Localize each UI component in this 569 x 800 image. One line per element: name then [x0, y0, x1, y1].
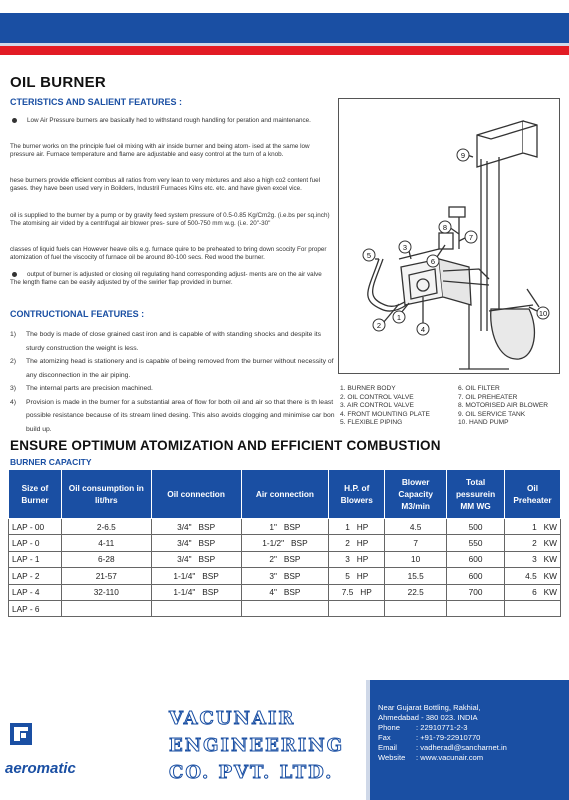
brand-logotype: aeromatic — [5, 760, 76, 777]
table-cell: 600 — [447, 551, 505, 567]
table-cell: 700 — [447, 584, 505, 600]
table-cell: 1 KW — [505, 519, 561, 535]
table-cell — [241, 600, 329, 616]
burner-diagram — [338, 98, 560, 374]
diagram-label-5: 5 — [366, 251, 372, 260]
table-cell: 600 — [447, 568, 505, 584]
combustion-heading: ENSURE OPTIMUM ATOMIZATION AND EFFICIENT COMBUSTION — [10, 438, 441, 453]
table-cell: 3/4" BSP — [151, 551, 241, 567]
fax-line: Fax : +91-79-22910770 — [378, 733, 481, 742]
table-cell: 6-28 — [61, 551, 151, 567]
table-cell: 3/4" BSP — [151, 535, 241, 551]
table-cell: 2 HP — [329, 535, 385, 551]
column-header: Oil connection — [151, 470, 241, 519]
column-header: Blower Capacity M3/min — [385, 470, 447, 519]
table-cell: 1-1/4" BSP — [151, 568, 241, 584]
legend-item: 2. OIL CONTROL VALVE — [340, 393, 414, 401]
table-cell: 4.5 KW — [505, 568, 561, 584]
company-name-line2: ENGINEERING — [169, 735, 345, 756]
table-row — [9, 600, 561, 616]
table-cell — [329, 600, 385, 616]
diagram-label-7: 7 — [468, 233, 474, 242]
table-cell: 1 HP — [329, 519, 385, 535]
feature-para-2: The burner works on the principle fuel oil mixing with air inside burner and being atom- ised at the same low pressure air. Furnace temperature and flame are adjustable and easy control at the turn of a knob. — [10, 143, 310, 159]
feature-para-5: classes of liquid fuels can However heave oils e.g. furnace quire to be preheated to bring down scocity For proper atomization of fuel the viscocity of furnace oil be around 80-100 secs. Red wood the burner. — [10, 246, 327, 262]
diagram-label-6: 6 — [430, 257, 436, 266]
table-cell: LAP - 00 — [9, 519, 62, 535]
table-header-row — [9, 470, 561, 519]
table-cell: LAP - 1 — [9, 551, 62, 567]
legend-item: 10. HAND PUMP — [458, 419, 509, 426]
list-item: 1) The body is made of close grained cast iron and is capable of with standing shocks and despite its sturdy construction the weight is less. — [10, 331, 322, 352]
column-header: Size of Burner — [9, 470, 62, 519]
column-header: Oil consumption in lit/hrs — [61, 470, 151, 519]
table-cell: LAP - 2 — [9, 568, 62, 584]
table-cell: 4" BSP — [241, 584, 329, 600]
website-line[interactable]: Website : www.vacunair.com — [378, 753, 484, 762]
table-cell — [505, 600, 561, 616]
table-row — [9, 519, 561, 535]
phone-line: Phone : 22910771-2-3 — [378, 723, 468, 732]
bullet-icon — [12, 272, 17, 277]
table-row — [9, 551, 561, 567]
table-cell: 3 HP — [329, 551, 385, 567]
table-cell — [447, 600, 505, 616]
table-cell — [151, 600, 241, 616]
table-cell: 3" BSP — [241, 568, 329, 584]
table-cell: 10 — [385, 551, 447, 567]
diagram-label-1: 1 — [396, 313, 402, 322]
table-cell: 7.5 HP — [329, 584, 385, 600]
table-cell: 22.5 — [385, 584, 447, 600]
list-item: 3) The internal parts are precision machined. — [10, 385, 153, 392]
table-cell: 500 — [447, 519, 505, 535]
table-cell: LAP - 6 — [9, 600, 62, 616]
features-heading: CTERISTICS AND SALIENT FEATURES : — [10, 97, 183, 107]
table-cell: 550 — [447, 535, 505, 551]
table-cell — [385, 600, 447, 616]
table-cell: 21-57 — [61, 568, 151, 584]
table-cell: 3/4" BSP — [151, 519, 241, 535]
legend-item: 3. AIR CONTROL VALVE — [340, 402, 414, 409]
table-cell: 6 KW — [505, 584, 561, 600]
table-cell: 15.5 — [385, 568, 447, 584]
company-name-line1: VACUNAIR — [169, 708, 296, 729]
capacity-heading: BURNER CAPACITY — [10, 457, 92, 467]
diagram-label-4: 4 — [420, 325, 426, 334]
list-item: 4) Provision is made in the burner for a substantial area of flow for both oil and air so that there is th least possible resistance because of its stream lined desing. This also avoids clogging and minimise car bon build up. — [10, 398, 335, 433]
table-cell: 2 KW — [505, 535, 561, 551]
footer-address: Near Gujarat Bottling, Rakhial, Ahmedabad - 380 023. INDIA Phone : 22910771-2-3 Fax : +91-79-22910770 Email : vadheradl@sancharnet.in Website : www.vacunair.com — [378, 703, 568, 763]
construction-heading: CONTRUCTIONAL FEATURES : — [10, 309, 145, 319]
header-red-band — [0, 46, 569, 55]
table-row — [9, 584, 561, 600]
table-cell: 2" BSP — [241, 551, 329, 567]
construction-list — [10, 328, 335, 436]
column-header: Oil Preheater — [505, 470, 561, 519]
diagram-label-9: 9 — [460, 151, 466, 160]
company-name-line3: CO. PVT. LTD. — [169, 762, 334, 783]
feature-para-3: hese burners provide efficient combus all ratios from very lean to very mixtures and also a high co2 content fuel gases. they have been used very in Boilders, Industril Furnaces Kilns etc. etc. and have given excel vice. — [10, 177, 320, 193]
legend-item: 6. OIL FILTER — [458, 385, 500, 392]
feature-para-1: Low Air Pressure burners are basically hed to withstand rough handling for peration and maintenance. — [10, 117, 330, 125]
table-cell: 4.5 — [385, 519, 447, 535]
diagram-label-3: 3 — [402, 243, 408, 252]
table-cell: 32-110 — [61, 584, 151, 600]
column-header: Total pessurein MM WG — [447, 470, 505, 519]
capacity-table — [8, 469, 561, 617]
table-cell: 2-6.5 — [61, 519, 151, 535]
feature-para-6: output of burner is adjusted or closing oil regulating hand corresponding adjust- ments are on the air valve The length flame can be easily adjusted by of the swirler flap provided in burner. — [10, 271, 322, 287]
legend-item: 9. OIL SERVICE TANK — [458, 410, 526, 418]
table-cell: LAP - 4 — [9, 584, 62, 600]
table-cell: LAP - 0 — [9, 535, 62, 551]
table-cell: 3 KW — [505, 551, 561, 567]
table-cell: 1-1/4" BSP — [151, 584, 241, 600]
table-row — [9, 535, 561, 551]
table-cell — [61, 600, 151, 616]
legend-item: 8. MOTORISED AIR BLOWER — [458, 402, 549, 409]
column-header: Air connection — [241, 470, 329, 519]
table-cell: 1-1/2" BSP — [241, 535, 329, 551]
bullet-icon — [12, 118, 17, 123]
table-cell: 5 HP — [329, 568, 385, 584]
diagram-label-10: 10 — [538, 309, 548, 318]
legend-item: 4. FRONT MOUNTING PLATE — [340, 410, 430, 418]
header-banner — [0, 0, 569, 60]
feature-para-4: oil is supplied to the burner by a pump or by gravity feed system pressure of 0.5-0.85 Kg/Cm2g. (i.e.bs per sq.inch) The atomising air vided by a centrifugal air blower pres- sure of 500-750 mm w.g. (i.e. 20"-30" — [10, 212, 330, 228]
page-title: OIL BURNER — [10, 74, 107, 91]
legend-item: 5. FLEXIBLE PIPING — [340, 419, 403, 426]
table-cell: 7 — [385, 535, 447, 551]
table-cell: 1" BSP — [241, 519, 329, 535]
list-item: 2) The atomizing head is stationery and is capable of being removed from the burner without necessity of any disconnection in the air piping. — [10, 358, 334, 379]
diagram-label-2: 2 — [376, 321, 382, 330]
legend-item: 7. OIL PREHEATER — [458, 393, 518, 401]
table-cell: 4-11 — [61, 535, 151, 551]
table-row — [9, 568, 561, 584]
column-header: H.P. of Blowers — [329, 470, 385, 519]
diagram-label-8: 8 — [442, 223, 448, 232]
email-line[interactable]: Email : vadheradl@sancharnet.in — [378, 743, 507, 752]
legend-item: 1. BURNER BODY — [340, 385, 396, 392]
burner-schematic — [339, 99, 561, 375]
header-blue-band — [0, 13, 569, 43]
